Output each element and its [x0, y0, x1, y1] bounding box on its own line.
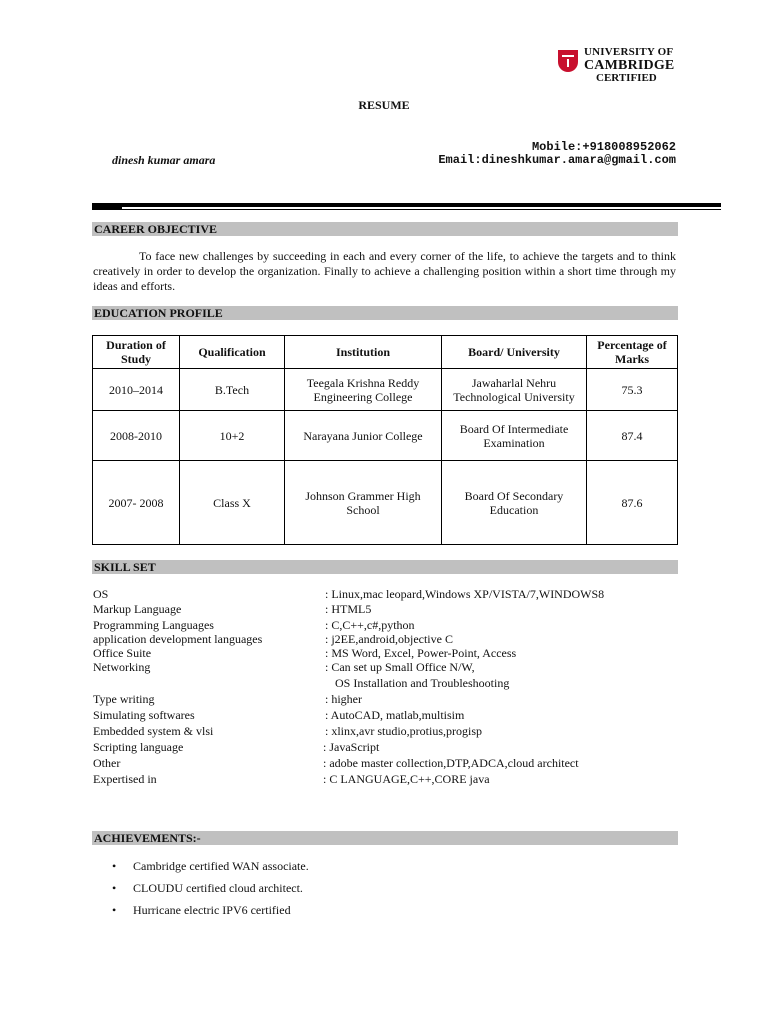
- table-cell: 87.4: [587, 411, 678, 461]
- table-cell: B.Tech: [180, 369, 285, 411]
- table-cell: Teegala Krishna Reddy Engineering College: [285, 369, 442, 411]
- skill-label: Embedded system & vlsi: [93, 724, 214, 738]
- contact-mobile: Mobile:+918008952062: [531, 140, 676, 154]
- logo-line-2: CAMBRIDGE: [584, 58, 675, 73]
- logo-line-3: CERTIFIED: [596, 72, 657, 84]
- table-header: Qualification: [180, 336, 285, 369]
- skill-value: : C LANGUAGE,C++,CORE java: [323, 772, 490, 786]
- header-divider: [92, 203, 721, 207]
- skill-label: Expertised in: [93, 772, 157, 786]
- skill-label: Office Suite: [93, 646, 152, 660]
- list-item: [112, 881, 303, 896]
- bullet-icon: •: [112, 859, 117, 873]
- table-cell: 10+2: [180, 411, 285, 461]
- skill-label: Scripting language: [93, 740, 184, 754]
- list-item: [112, 859, 309, 874]
- skill-value: : AutoCAD, matlab,multisim: [325, 708, 465, 722]
- skill-value: : adobe master collection,DTP,ADCA,cloud architect: [323, 756, 579, 770]
- table-header: Board/ University: [442, 336, 587, 369]
- bullet-icon: •: [112, 903, 117, 917]
- table-cell: Jawaharlal Nehru Technological University: [442, 369, 587, 411]
- career-objective-text: [93, 249, 676, 294]
- logo-line-1: UNIVERSITY OF: [584, 46, 674, 58]
- skill-value: : Linux,mac leopard,Windows XP/VISTA/7,WINDOWS8: [325, 587, 605, 601]
- skill-label: Programming Languages: [93, 618, 214, 632]
- skill-value: : C,C++,c#,python: [325, 618, 415, 632]
- skill-label: Networking: [93, 660, 151, 674]
- table-cell: Narayana Junior College: [285, 411, 442, 461]
- skill-label: application development languages: [93, 632, 263, 646]
- table-cell: 87.6: [587, 461, 678, 545]
- skill-value: : HTML5: [325, 602, 372, 616]
- table-cell: Board Of Secondary Education: [442, 461, 587, 545]
- table-cell: 2008-2010: [93, 411, 180, 461]
- section-heading-career-objective: CAREER OBJECTIVE: [92, 222, 678, 236]
- contact-email: Email:dineshkumar.amara@gmail.com: [438, 153, 676, 167]
- document-title: RESUME: [358, 98, 410, 112]
- skill-value: : JavaScript: [323, 740, 380, 754]
- skill-value: : xlinx,avr studio,protius,progisp: [325, 724, 482, 738]
- skill-label: Other: [93, 756, 121, 770]
- table-row: [93, 461, 678, 545]
- section-heading-skill-set: SKILL SET: [92, 560, 678, 574]
- achievement-text: CLOUDU certified cloud architect.: [133, 881, 303, 895]
- skill-label: Simulating softwares: [93, 708, 195, 722]
- achievement-text: Hurricane electric IPV6 certified: [133, 903, 291, 917]
- skill-value: : MS Word, Excel, Power-Point, Access: [325, 646, 517, 660]
- skill-value: : j2EE,android,objective C: [325, 632, 453, 646]
- skill-value: : Can set up Small Office N/W,: [325, 660, 475, 674]
- table-cell: 75.3: [587, 369, 678, 411]
- table-cell: 2007- 2008: [93, 461, 180, 545]
- table-cell: Class X: [180, 461, 285, 545]
- table-row: [93, 369, 678, 411]
- list-item: [112, 903, 291, 918]
- skill-label: OS: [93, 587, 109, 601]
- table-header: Duration of Study: [93, 336, 180, 369]
- table-row: [93, 411, 678, 461]
- career-objective-body: To face new challenges by succeeding in each and every corner of the life, to achieve the targets and to think creatively in order to develop the organization. Finally to achieve a challenging position within a short time through my ideas and efforts.: [93, 249, 676, 293]
- table-cell: 2010–2014: [93, 369, 180, 411]
- table-cell: Johnson Grammer High School: [285, 461, 442, 545]
- table-header: Percentage of Marks: [587, 336, 678, 369]
- section-heading-education: EDUCATION PROFILE: [92, 306, 678, 320]
- table-header-row: [93, 336, 678, 369]
- cambridge-certified-logo: [558, 46, 678, 84]
- contact-name: dinesh kumar amara: [112, 153, 216, 167]
- table-cell: Board Of Intermediate Examination: [442, 411, 587, 461]
- skill-value-continuation: OS Installation and Troubleshooting: [335, 676, 510, 690]
- header-divider-thin: [92, 209, 721, 210]
- skill-label: Markup Language: [93, 602, 182, 616]
- education-table: [92, 335, 678, 545]
- achievement-text: Cambridge certified WAN associate.: [133, 859, 309, 873]
- section-heading-achievements: ACHIEVEMENTS:-: [92, 831, 678, 845]
- cambridge-shield-icon: [558, 50, 578, 72]
- skill-label: Type writing: [93, 692, 155, 706]
- table-header: Institution: [285, 336, 442, 369]
- bullet-icon: •: [112, 881, 117, 895]
- skill-value: : higher: [325, 692, 362, 706]
